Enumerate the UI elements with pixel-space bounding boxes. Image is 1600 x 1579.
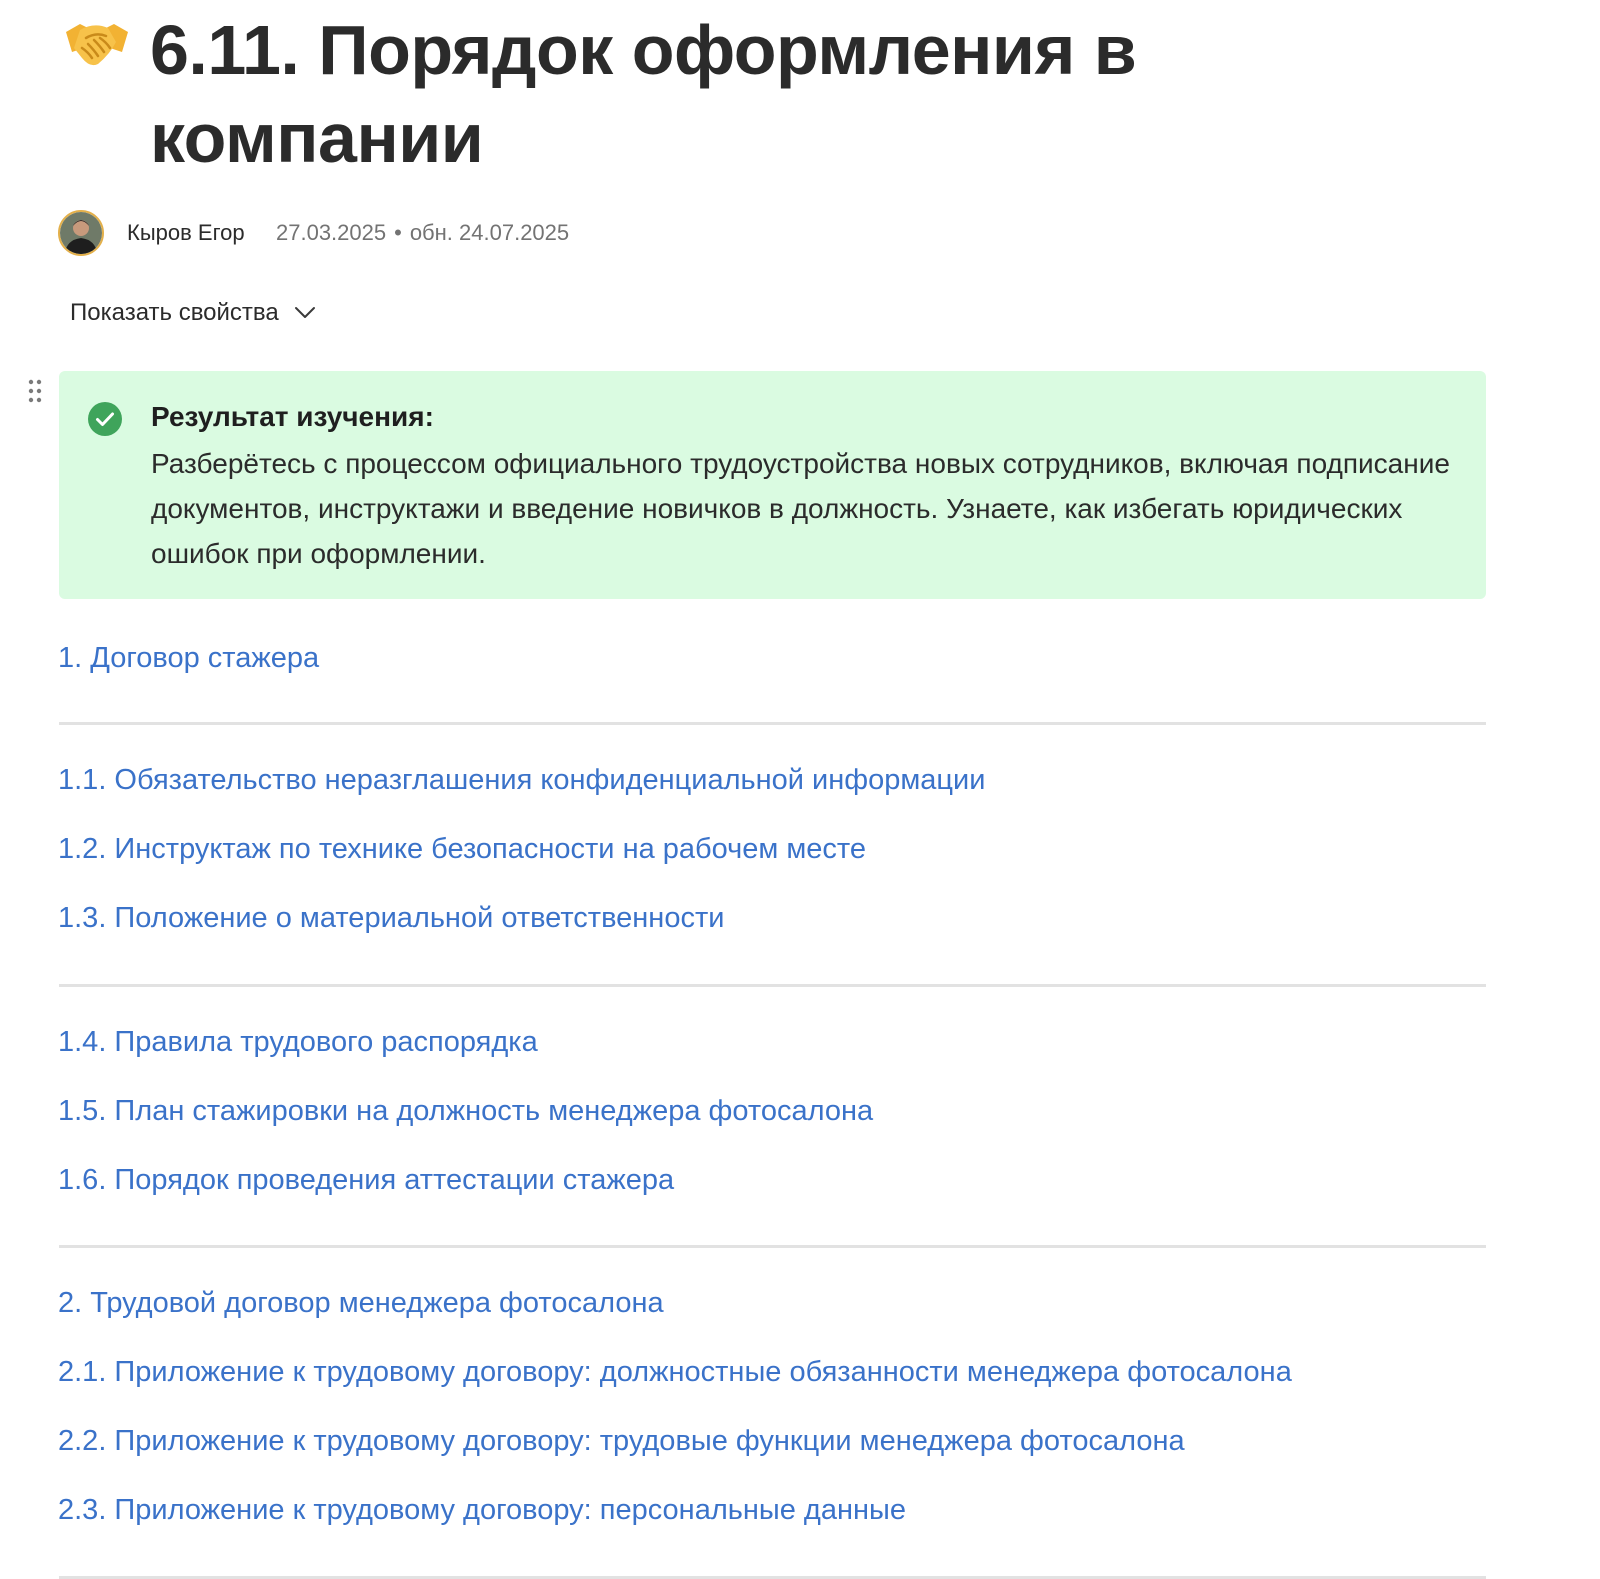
callout-title: Результат изучения: [151, 401, 434, 432]
toc-link[interactable]: 2.3. Приложение к трудовому договору: персональные данные [58, 1494, 906, 1526]
updated-date: обн. 24.07.2025 [409, 220, 570, 245]
callout-body: Разберётесь с процессом официального трудоустройства новых сотрудников, включая подписание документов, инструктажи и введение новичков в должность. Узнаете, как избегать юридических ошибок при оформлении. [151, 448, 1450, 569]
toc-link[interactable]: 1. Договор стажера [58, 642, 320, 674]
author-name[interactable]: Кыров Егор [127, 220, 245, 245]
drag-handle-icon[interactable] [27, 378, 43, 404]
toc-link[interactable]: 1.2. Инструктаж по технике безопасности на рабочем месте [58, 833, 867, 865]
toc-link[interactable]: 1.3. Положение о материальной ответственности [58, 902, 725, 934]
page-title: 6.11. Порядок оформления в компании [150, 11, 1137, 177]
toc-link[interactable]: 1.1. Обязательство неразглашения конфиденциальной информации [58, 764, 986, 796]
date-separator: • [394, 220, 402, 245]
user-photo-icon [60, 212, 102, 254]
learning-result-callout [59, 371, 1486, 599]
toc-link[interactable]: 1.5. План стажировки на должность менеджера фотосалона [58, 1095, 874, 1127]
avatar[interactable] [58, 210, 104, 256]
divider [59, 722, 1486, 725]
toc-link[interactable]: 1.6. Порядок проведения аттестации стажера [58, 1164, 675, 1196]
handshake-icon [64, 18, 130, 72]
check-circle-icon [87, 401, 123, 437]
toc-link[interactable]: 2. Трудовой договор менеджера фотосалона [58, 1287, 664, 1319]
show-properties-toggle[interactable] [70, 298, 317, 328]
page-dates [276, 219, 569, 247]
show-properties-label: Показать свойства [70, 299, 279, 326]
divider [59, 984, 1486, 987]
toc-link[interactable]: 2.2. Приложение к трудовому договору: трудовые функции менеджера фотосалона [58, 1425, 1185, 1457]
divider [59, 1245, 1486, 1248]
created-date: 27.03.2025 [276, 220, 387, 245]
toc-link[interactable]: 1.4. Правила трудового распорядка [58, 1026, 538, 1058]
toc-link[interactable]: 2.1. Приложение к трудовому договору: должностные обязанности менеджера фотосалона [58, 1356, 1292, 1388]
chevron-down-icon [293, 305, 317, 321]
